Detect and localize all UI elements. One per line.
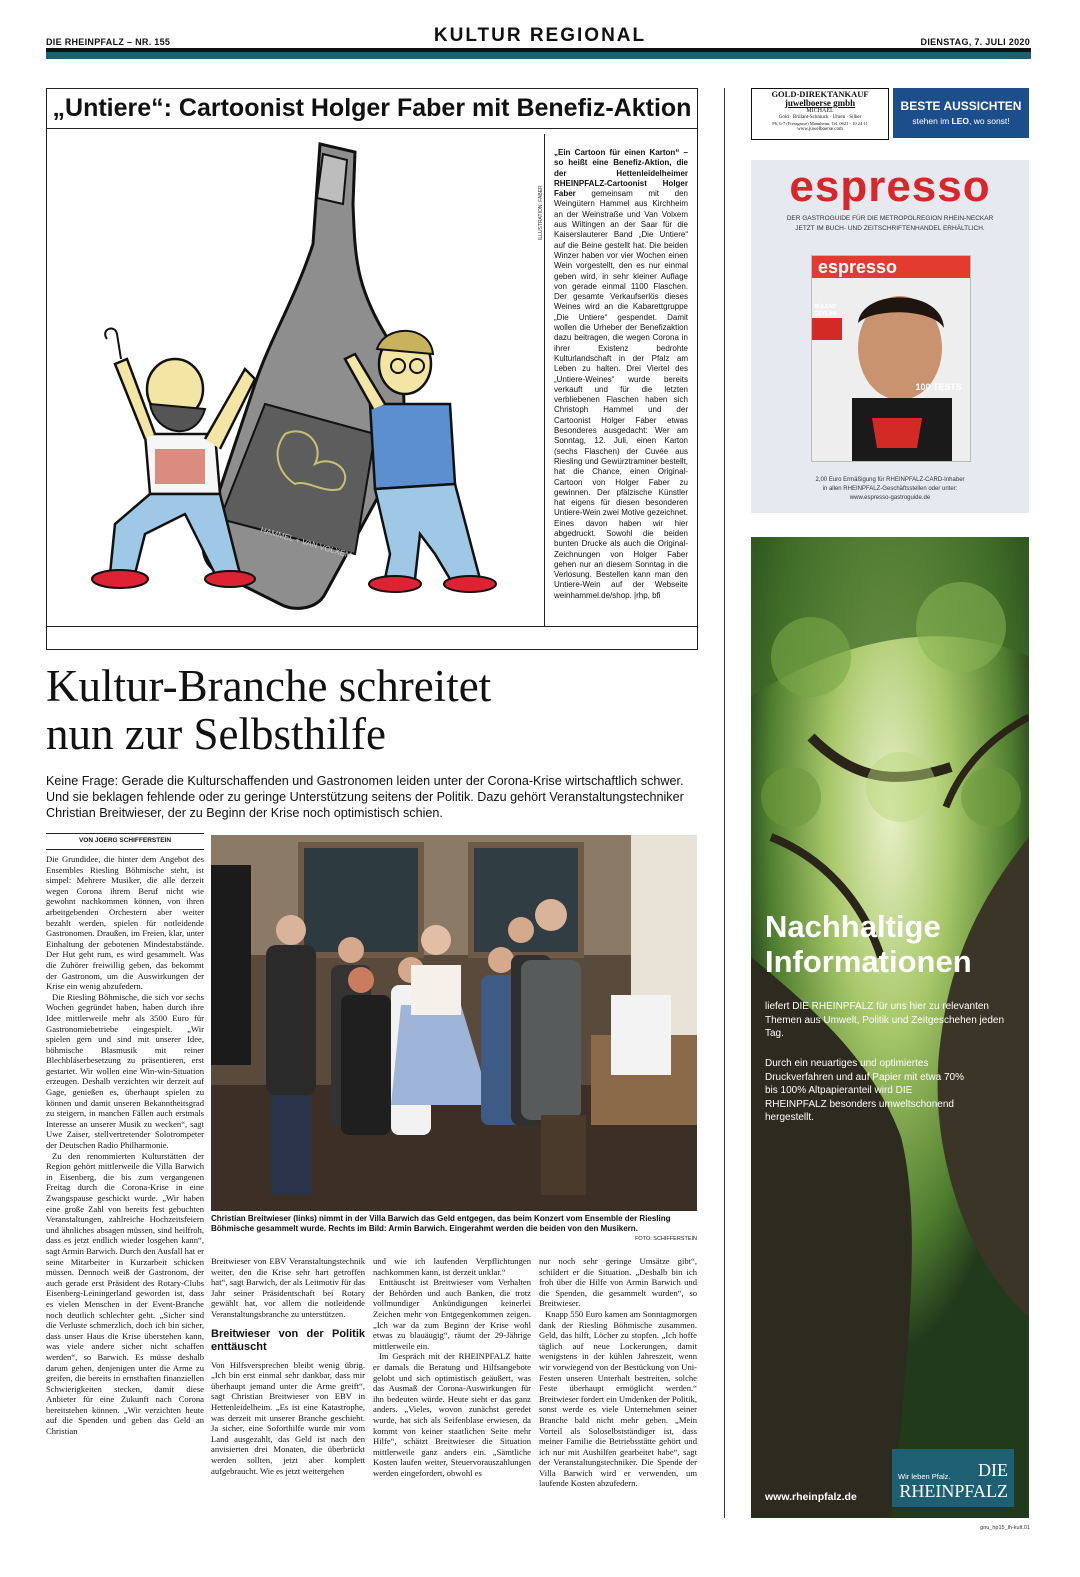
espresso-fineprint <box>751 476 1029 503</box>
article-column-2 <box>211 1256 365 1518</box>
footer-code: gnu_hp15_lh-kult.01 <box>980 1525 1030 1531</box>
logo-claim: Wir leben Pfalz. <box>898 1472 951 1481</box>
col2-paragraph: Von Hilfsversprechen bleibt wenig übrig. „Ich bin erst einmal sehr dankbar, dass mir überhaupt jemand unter die Arme greift“, sagt Christian Breitwieser von EBV in Hettenleidelheim. „Es ist eine Katastrophe, was derzeit mit unserer Branche geschieht. Ja sicher, eine Soforthilfe wurde mir vom Land ausgezahlt, das Geld ist nach den anvisierten drei Monaten, die überbrückt werden sollten, jetzt aber komplett aufgebraucht. Wie es jetzt weitergehen <box>211 1359 365 1476</box>
photo-caption <box>211 1214 697 1244</box>
col3-paragraph: und wie ich laufenden Verpflichtungen nachkommen kann, ist derzeit unklar.“ <box>373 1256 531 1277</box>
cartoon-title: „Untiere“: Cartoonist Holger Faber mit Benefiz-Aktion <box>52 94 692 122</box>
article-column-1 <box>46 854 204 1518</box>
col1-paragraph: Die Riesling Böhmische, die sich vor sechs Wochen gegründet haben, haben durch ihre Idee mittlerweile mehr als 3500 Euro für Gastronomiebetriebe eingespielt. „Wir spielen gern und sind mit unserer Idee, böhmische Blasmusik mit reiner Blechbläserbesetzung zu präsentieren, erst gestartet. Wir wollen eine Win-win-Situation erzeugen. Deshalb verzichten wir derzeit auf Gage, genießen es, überhaupt spielen zu können und damit unseren Bekanntheitsgrad zu steigern, in manchen Fällen auch erstmals Interesse an unserer Musik zu wecken“, sagt Uwe Zaiser, stellvertretender Solotrompeter der Deutschen Radio Philharmonie. <box>46 991 204 1151</box>
col3-paragraph: Im Gespräch mit der RHEINPFALZ hatte er damals die Beratung und Hilfsangebote gelobt und sich optimistisch geäußert, was das Ausmaß der Corona-Auswirkungen für ihn bedeuten würde. Heute sieht er das ganz anders. „Vieles, wovon zunächst geredet wurde, hat sich als Seifenblase erwiesen, da kommt von keiner staatlichen Seite mehr Hilfe“, schätzt Breitwieser die Situation mittlerweile ganz anders ein. „Sämtliche Kosten laufen weiter, Steuervorauszahlungen werden eingefordert, obwohl es <box>373 1351 531 1478</box>
nach-title <box>765 909 972 979</box>
col1-paragraph: Die Grundidee, die hinter dem Angebot des Ensembles Riesling Böhmische steht, ist simpel: Mehrere Musiker, die alle derzeit wegen Corona ihrem Beruf nicht wie gewohnt nachkommen können, von ihren arbeitgebenden Orchestern aber weiter bezahlt werden, spielen für notleidende Gastronomen. Draußen, im Freien, klar, unter Einhaltung der gebotenen Mindestabstände. Der Hut geht rum, es wird gesammelt. Was die Zuhörer freiwillig geben, das bekommt der Gastronom, um die Auswirkungen der Krise ein wenig abzufedern. <box>46 854 204 992</box>
cover-tests: 100 TESTS <box>915 382 962 392</box>
header-section: KULTUR REGIONAL <box>433 25 647 46</box>
gold-line2: juwelboerse gmbh <box>784 98 856 108</box>
col4-paragraph: nur noch sehr geringe Umsätze gibt“, schildert er die Situation. „Deshalb bin ich froh über die Hilfe von Armin Barwich und die Spenden, die gesammelt wurden“, so Breitwieser. <box>539 1256 697 1309</box>
espresso-url[interactable]: www.espresso-gastroguide.de <box>849 495 931 501</box>
leo-title: BESTE AUSSICHTEN <box>900 99 1022 113</box>
espresso-tagline <box>751 214 1029 234</box>
gold-line4: Gold · Brillant-Schmuck · Uhren · Silber <box>778 115 862 120</box>
header-paper: DIE RHEINPFALZ – NR. 155 <box>46 37 171 47</box>
espresso-cover <box>811 255 971 462</box>
ad-leo[interactable] <box>893 88 1029 138</box>
ad-gold-direktankauf[interactable] <box>751 88 889 140</box>
nach-paragraph-1: liefert DIE RHEINPFALZ für uns hier zu relevanten Themen aus Umwelt, Politik und Zeitgeschehen jeden Tag. <box>765 1001 1005 1039</box>
article-column-4 <box>539 1256 697 1518</box>
nach-url[interactable]: www.rheinpfalz.de <box>765 1491 857 1503</box>
headline-line1: Kultur-Branche schreitet <box>46 661 492 711</box>
wine-bottle <box>203 144 404 608</box>
cartoon-text-rule <box>544 134 545 626</box>
byline-rule <box>46 833 204 834</box>
espresso-tag2: JETZT IM BUCH- UND ZEITSCHRIFTENHANDEL ERHÄLTLICH. <box>795 225 985 232</box>
byline: VON JOERG SCHIFFERSTEIN <box>78 837 172 844</box>
espresso-logo: espresso <box>789 162 991 211</box>
gold-line6: www.juwelboerse.com <box>797 127 843 132</box>
cartoon-title-rule <box>46 128 698 129</box>
rheinpfalz-logo <box>892 1449 1014 1507</box>
logo-rheinpfalz: RHEINPFALZ <box>899 1481 1008 1501</box>
headline-line2: nun zur Selbsthilfe <box>46 709 386 759</box>
espresso-fine2: in allen RHEINPFALZ-Geschäftsstellen oder unter: <box>822 486 958 492</box>
photo-scene <box>211 835 697 1211</box>
cartoon-text: gemeinsam mit den Weingütern Hammel aus Kirchheim an der Weinstraße und Van Volxem aus Wiltingen an der Saar für die Kaiserslauterer Band „Die Untiere“ auf die Beine gestellt hat. Die beiden Winzer haben vor vier Wochen einen Wein vorgestellt, den es nur einmal geben wird, in sehr kleiner Auflage von gerade einmal 1100 Flaschen. Der gesamte Verkaufserlös dieses Weines wird an die Kabarettgruppe „Die Untiere“ gespendet. Damit wollen die Urheber der Benefizaktion dazu beitragen, die wegen Corona in ihrer Existenz bedrohte Kulturlandschaft in der Pfalz am Leben zu halten. Drei Viertel des „Untiere-Weines“ wurde bereits verkauft und für die letzten verbliebenen Flaschen haben sich Christoph Hammel und der Cartoonist Holger Faber etwas Besonderes ausgedacht: Wer am Sonntag, 12. Juli, einen Karton (sechs Flaschen) der Cuvée aus Riesling und Gewürztraminer bestellt, hat die Chance, einen Original-Cartoon von Holger Faber zu gewinnen. Der pfälzische Künstler hat eigens für diesen besonderen Untiere-Wein zwei Motive gezeichnet. Eines davon haben wir hier abgedruckt. Sowohl die beiden bunten Drucke als auch die Original-Zeichnungen von Holger Faber gehen nur an diesem Sonntag in die Verlosung. Bestellen kann man den Untiere-Wein auf der Webseite weinhammel.de/shop. |rhp, bfi <box>554 189 688 600</box>
logo-die: DIE <box>978 1460 1008 1480</box>
article-intro: Keine Frage: Gerade die Kulturschaffenden und Gastronomen leiden unter der Corona-Krise wirtschaftlich schwer. Und sie beklagen fehlende oder zu geringe Unterstützung seitens der Politik. Dazu gehört Veranstaltungstechniker Christian Breitwieser, der zu Beginn der Krise noch optimistisch schien. <box>46 774 684 820</box>
gold-line1: GOLD-DIREKTANKAUF <box>771 89 869 99</box>
header-date: DIENSTAG, 7. JULI 2020 <box>920 37 1030 47</box>
photo-caption-text: Christian Breitwieser (links) nimmt in der Villa Barwich das Geld entgegen, das beim Konzert vom Ensemble der Riesling Böhmische gesammelt wurde. Rechts im Bild: Armin Barwich. Eingerahmt werden die beiden von den Musikern. <box>211 1214 671 1233</box>
cartoon-text-block <box>554 148 688 601</box>
article-subhead: Breitwieser von der Politik enttäuscht <box>211 1327 365 1353</box>
column-divider <box>724 88 725 1518</box>
cover-name: BÜLENT CEYLAN <box>814 304 837 317</box>
nach-title1: Nachhaltige <box>765 909 941 944</box>
cartoon-lead: „Ein Cartoon für einen Karton“ – so heißt eine Benefiz-Aktion, die der Hettenleidelheimer RHEINPFALZ-Cartoonist Holger Faber <box>554 148 688 199</box>
gold-line3: MICHAEL <box>806 108 834 114</box>
col4-paragraph: Knapp 550 Euro kamen am Sonntagmorgen dank der Riesling Böhmische zusammen. Geld, das hilft, Löcher zu stopfen. „Ich hoffe täglich auf neue Lockerungen, damit wenigstens in der kühlen Jahreszeit, wenn wir vorwiegend von der Bestückung von Uni-Festen unseren Unterhalt bestreiten, solche Feste überhaupt ermöglicht werden.“ Breitwieser fordert ein Umdenken der Politik, sonst werde es viele Unternehmen seiner Branche bald nicht mehr geben. „Mein Vorteil als Soloselbstständiger ist, dass meiner Familie die Betriebsstätte gehört und ich nur mit Aushilfen gearbeitet habe“, sagt der Veranstaltungstechniker. Die Spende der Villa Barwich wird er verwenden, um laufende Kosten abzufedern. <box>539 1308 697 1489</box>
espresso-fine1: 2,00 Euro Ermäßigung für RHEINPFALZ-CARD-Inhaber <box>815 477 965 483</box>
article-photo <box>211 835 697 1211</box>
article-column-3 <box>373 1256 531 1518</box>
header-accent-bar <box>46 52 1031 59</box>
gold-line5: P6, 6-7 (Fressgasse) Mannheim, Tel. 0621 - 10 24 11 <box>772 121 868 126</box>
cartoon-bottom-rule <box>46 626 698 627</box>
article-headline <box>46 662 491 758</box>
col1-paragraph: Zu den renommierten Kulturstätten der Region gehört mittlerweile die Villa Barwich in Eisenberg, die bis zum vergangenen Freitag durch die Corona-Krise in eine Zwangspause geschickt wurde. „Wir haben eine große Zahl von bereits fest gebuchten Veranstaltungen, zahlreiche Hochzeitsfeiern und ähnliches absagen müssen, sind heilfroh, dass es jetzt endlich wieder losgehen kann“, sagt Armin Barwich. Durch den Ausfall hat er seine Mitarbeiter in Kurzarbeit schicken müssen. Dennoch weiß der Gastronom, der auch gerade erst Präsident des Rotary-Clubs Eisenberg-Leiningerland geworden ist, dass es vielen Menschen in der Event-Branche noch deutlich schlechter geht. „Sicher sind die Verluste schmerzlich, doch ich bin sicher, dass unser Haus die Krise überstehen kann, was viele andere sicher nicht schaffen werden“, so Barwich. Es müsse deshalb darum gehen, denjenigen unter die Arme zu greifen, die bereits in ernsthaften finanziellen Schwierigkeiten stecken, damit diese Anbieter für eine Zukunft nach Corona bereitstehen können. „Wir verzichten heute auf die Spenden und geben das Geld an Christian <box>46 1150 204 1437</box>
cartoon-illustration <box>55 134 535 624</box>
ad-nachhaltige-informationen[interactable] <box>751 537 1029 1518</box>
byline-rule-bottom <box>46 849 204 850</box>
cover-logo: espresso <box>812 256 970 278</box>
leo-subtitle: stehen im LEO, wo sonst! <box>912 116 1010 126</box>
col3-paragraph: Enttäuscht ist Breitwieser vom Verhalten der Behörden und auch Banken, die trotz vollmundiger Ankündigungen keinerlei Zeichen mehr von Entgegenkommen zeigen. „Ich war da zum Beginn der Krise wohl etwas zu blauäugig“, räumt der 29-Jährige mittlerweile ein. <box>373 1277 531 1351</box>
col2-paragraph: Breitwieser von EBV Veranstaltungstechnik weiter, den die Krise sehr hart getroffen hat“, sagt Barwich, der als Leitmotiv für das Jahr seiner Präsidentschaft bei Rotary gewählt hat, vor allem die notleidende Veranstaltungsbranche zu unterstützen. <box>211 1256 365 1319</box>
ad-espresso[interactable] <box>751 160 1029 513</box>
espresso-tag1: DER GASTROGUIDE FÜR DIE METROPOLREGION RHEIN-NECKAR <box>786 215 994 222</box>
nach-title2: Informationen <box>765 944 972 979</box>
nach-paragraph-2: Durch ein neuartiges und optimiertes Druckverfahren und auf Papier mit etwa 70% bis 100% Altpapieranteil wird DIE RHEINPFALZ besonders umweltschonend hergestellt. <box>765 1058 964 1123</box>
photo-credit: FOTO: SCHIFFERSTEIN <box>635 1236 697 1242</box>
cartoon-credit: ILLUSTRATION: FABER <box>538 185 544 240</box>
bottle-label-text: HAMMEL + VAN VOLXEM <box>259 525 353 560</box>
